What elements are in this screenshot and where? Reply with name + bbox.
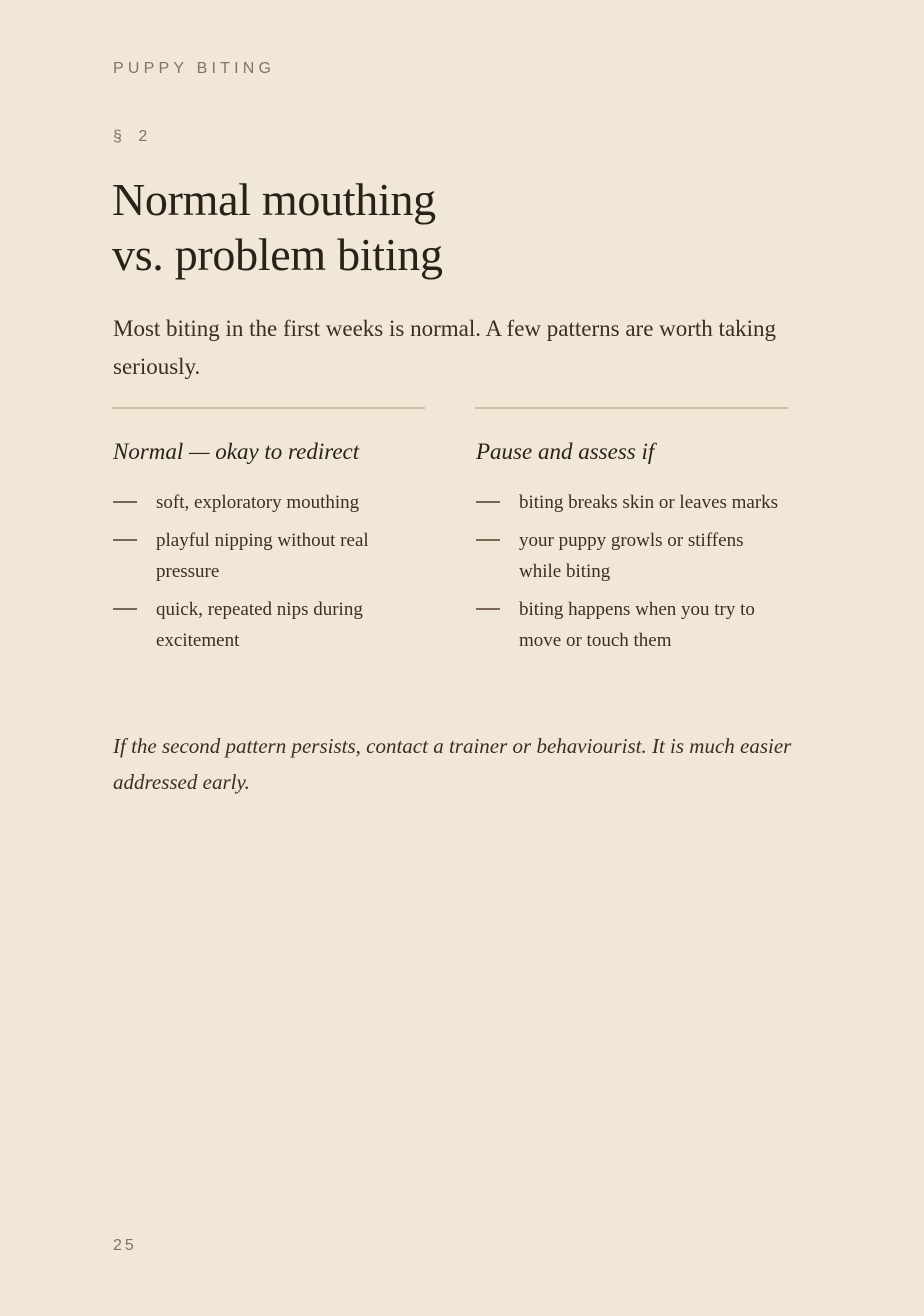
title-line-2: vs. problem biting xyxy=(112,229,443,280)
list-item xyxy=(475,487,788,518)
list-item-text: soft, exploratory mouthing xyxy=(156,492,360,513)
list-item-text: quick, repeated nips during excitement xyxy=(156,599,363,651)
column-heading: Normal — okay to redirect xyxy=(113,439,360,464)
list-item-text: biting happens when you try to move or touch them xyxy=(519,599,755,651)
closing-note: If the second pattern persists, contact a trainer or behaviourist. It is much easier addressed early. xyxy=(113,734,792,794)
column-heading: Pause and assess if xyxy=(476,439,655,464)
dash-bullet-icon xyxy=(113,539,137,541)
lede-paragraph: Most biting in the first weeks is normal. A few patterns are worth taking seriously. xyxy=(113,316,777,379)
list-item xyxy=(112,594,425,656)
running-head: PUPPY BITING xyxy=(113,60,276,77)
normal-list xyxy=(112,487,425,656)
column-divider xyxy=(475,407,788,409)
list-item xyxy=(475,525,788,587)
list-item xyxy=(112,487,425,518)
dash-bullet-icon xyxy=(113,501,137,503)
column-divider xyxy=(112,407,425,409)
list-item xyxy=(475,594,788,656)
list-item-text: your puppy growls or stiffens while biting xyxy=(519,530,744,582)
assess-column xyxy=(475,407,788,663)
list-item-text: playful nipping without real pressure xyxy=(156,530,369,582)
page-number: 25 xyxy=(113,1237,137,1254)
dash-bullet-icon xyxy=(476,539,500,541)
section-number: § 2 xyxy=(113,128,150,145)
page-title xyxy=(112,172,443,282)
list-item-text: biting breaks skin or leaves marks xyxy=(519,492,779,513)
normal-column xyxy=(112,407,425,663)
assess-list xyxy=(475,487,788,656)
dash-bullet-icon xyxy=(113,608,137,610)
dash-bullet-icon xyxy=(476,501,500,503)
dash-bullet-icon xyxy=(476,608,500,610)
title-line-1: Normal mouthing xyxy=(112,174,436,225)
list-item xyxy=(112,525,425,587)
